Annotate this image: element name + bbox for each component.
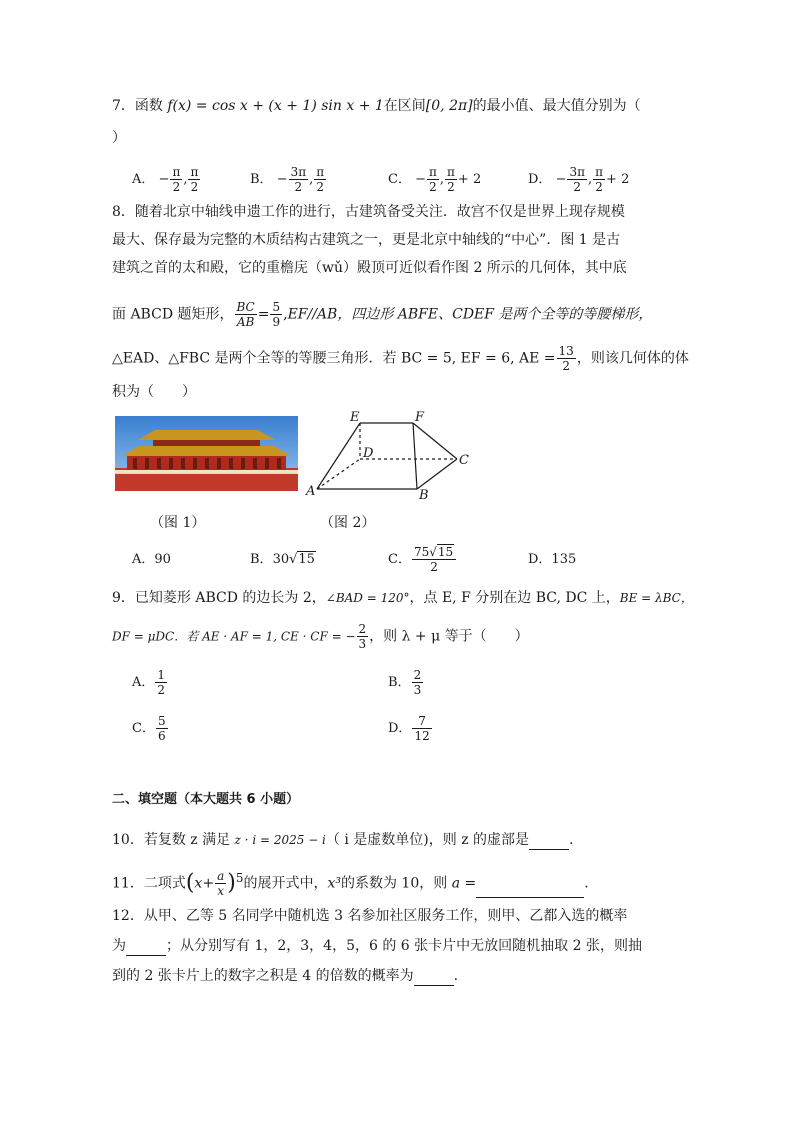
q9-d-den: 12: [414, 729, 430, 743]
q7-c-plus2: + 2: [457, 172, 482, 187]
q7-d-frac1: [567, 165, 587, 194]
q8-2: 2: [562, 359, 570, 373]
q8-eq: =: [257, 306, 270, 323]
q7-b-den1: 2: [294, 180, 303, 194]
q7-d-den2: 2: [595, 180, 603, 194]
q7-stem-a: 7．函数: [112, 98, 168, 114]
q8-line5a: △EAD、△FBC 是两个全等的等腰三角形．若 BC = 5, EF = 6, AE =: [112, 350, 556, 367]
q8-line5: [112, 344, 689, 373]
q9-b-label: B．: [388, 675, 411, 690]
q11-x: x: [194, 875, 203, 892]
q9-c-den: 6: [157, 729, 166, 743]
edge-bc: [417, 459, 457, 489]
q11-rparen: ): [227, 870, 236, 896]
q9-a-frac: [155, 668, 167, 697]
point-f: F: [415, 410, 425, 425]
q9-d-label: D．: [388, 721, 412, 736]
q9-line2: [112, 622, 529, 651]
q7-stem: [112, 96, 641, 116]
q12-line1: 12．从甲、乙等 5 名同学中随机选 3 名参加社区服务工作，则甲、乙都入选的概率: [112, 908, 628, 924]
q10-eq: z · i = 2025 − i: [234, 833, 326, 847]
q9-c-frac: [156, 714, 168, 743]
q9-option-d[interactable]: [388, 714, 433, 743]
q9-b-num: 2: [413, 668, 422, 682]
q9-d-frac: [412, 714, 431, 743]
q9-line2b: ，则 λ + μ 等于（ ）: [369, 628, 529, 645]
q7-option-c[interactable]: [388, 165, 481, 194]
q8-13-2-frac: [557, 344, 576, 373]
q11-frac: [215, 869, 226, 898]
q8-b-15: 15: [298, 552, 315, 567]
point-a: A: [306, 484, 316, 499]
q11-answer-blank[interactable]: [476, 883, 584, 898]
q7-d-num1: 3π: [569, 165, 586, 179]
q11-num: a: [217, 869, 225, 884]
q8-b-30: 30: [272, 552, 290, 567]
q7-function: f(x) = cos x + (x + 1) sin x + 1: [167, 98, 384, 114]
q7-b-frac1: [289, 165, 309, 194]
q7-option-b[interactable]: [250, 165, 327, 194]
q9-line1a: 9．已知菱形 ABCD 的边长为 2，: [112, 590, 326, 606]
q7-a-comma: ,: [183, 172, 188, 187]
q9-option-a[interactable]: [132, 668, 168, 697]
q8-c-frac: [412, 545, 456, 574]
q8-line1: 8．随着北京中轴线申遗工作的进行，古建筑备受关注．故宫不仅是世界上现存规模: [112, 204, 625, 220]
edge-ad: [317, 459, 360, 489]
q11-ae: a =: [451, 875, 477, 892]
q7-stem-close: ）: [112, 130, 126, 146]
q9-option-c[interactable]: [132, 714, 169, 743]
q9-den: 3: [358, 637, 367, 651]
q7-d-minus: −: [555, 172, 567, 187]
q7-b-minus: −: [276, 172, 288, 187]
q8-b-label: B．: [250, 552, 273, 567]
q12-line2: [112, 936, 642, 956]
q9-c-label: C．: [132, 721, 155, 736]
q9-a-den: 2: [157, 683, 166, 697]
q7-a-label: A．: [132, 172, 155, 187]
q9-num: 2: [358, 622, 367, 636]
q9-a-label: A．: [132, 675, 155, 690]
q7-c-num1: π: [429, 165, 437, 179]
q7-interval: [0, 2π]: [425, 98, 473, 114]
q7-a-frac2: [188, 165, 200, 194]
q9-be: BE = λBC，: [619, 591, 693, 605]
q11-c: 的系数为 10，则: [340, 875, 452, 892]
point-e: E: [350, 410, 360, 425]
q7-c-comma: ,: [439, 172, 445, 187]
q9-option-b[interactable]: [388, 668, 424, 697]
edge-fb: [413, 423, 417, 489]
q7-d-label: D．: [528, 172, 552, 187]
q7-a-den1: 2: [172, 180, 181, 194]
section-2-title: 二、填空题（本大题共 6 小题）: [112, 792, 300, 807]
q7-d-comma: ,: [588, 172, 593, 187]
edge-ae: [317, 423, 360, 489]
q11-power: 5: [235, 871, 244, 885]
q8-5: 5: [272, 300, 281, 314]
q10-answer-blank[interactable]: [529, 835, 569, 850]
figure2-caption: （图 2）: [320, 515, 376, 531]
q7-stem-c: 的最小值、最大值分别为（: [472, 98, 641, 114]
q9-c-num: 5: [157, 714, 166, 728]
q8-option-d[interactable]: D．135: [528, 552, 577, 567]
q8-ab: AB: [236, 315, 255, 329]
q11-b: 的展开式中，: [243, 875, 328, 892]
q8-5-9-frac: [270, 300, 282, 329]
q12-line3: [112, 966, 458, 986]
q7-a-minus: −: [158, 172, 170, 187]
q8-option-c[interactable]: [388, 545, 457, 574]
q8-option-b[interactable]: B．30√15: [250, 552, 315, 567]
q12-line3a: 到的 2 张卡片上的数字之积是 4 的倍数的概率为: [112, 968, 414, 984]
point-b: B: [419, 488, 429, 503]
q8-comma: ,: [283, 306, 288, 323]
q8-c-75: 75: [413, 545, 430, 559]
q11-a: 11．二项式: [112, 875, 186, 892]
q11-line: [112, 868, 589, 898]
q7-a-den2: 2: [190, 180, 199, 194]
q9-line1b: ，点 E, F 分别在边 BC, DC 上，: [409, 590, 620, 606]
q8-c-num: 75√15: [412, 545, 456, 560]
solid-figure: [305, 405, 475, 505]
q8-13: 13: [558, 344, 574, 358]
q8-bc: BC: [236, 300, 255, 314]
q7-c-frac2: [445, 165, 457, 194]
edge-fc: [413, 423, 457, 459]
q12-answer-blank-2[interactable]: [414, 971, 454, 986]
q7-b-num2: π: [316, 165, 325, 179]
q8-c-label: C．: [388, 552, 411, 567]
q9-frac: [357, 622, 369, 651]
q7-d-plus2: + 2: [606, 172, 630, 187]
q10-b: （ i 是虚数单位)，则 z 的虚部是: [325, 832, 530, 848]
q12-line2b: ；从分别写有 1，2，3，4，5，6 的 6 张卡片中无放回随机抽取 2 张，则抽: [166, 938, 642, 954]
q8-9: 9: [272, 315, 281, 329]
q9-b-den: 3: [413, 683, 422, 697]
q11-plus: +: [202, 875, 215, 892]
q7-option-a[interactable]: [132, 165, 201, 194]
q9-df: DF = μDC．若: [112, 629, 203, 644]
q7-b-num1: 3π: [290, 165, 307, 179]
q7-a-num2: π: [190, 165, 199, 179]
q7-b-frac2: [314, 165, 326, 194]
q11-lparen: (: [185, 870, 195, 896]
q7-c-num2: π: [447, 165, 455, 179]
figure1-caption: （图 1）: [150, 515, 206, 531]
q8-c-15: 15: [437, 545, 454, 559]
q10-c: .: [569, 832, 574, 848]
q12-line3b: .: [453, 968, 459, 984]
q9-a-num: 1: [157, 668, 166, 682]
q7-d-frac2: [593, 165, 605, 194]
q9-d-num: 7: [412, 714, 431, 729]
q7-a-num1: π: [172, 165, 181, 179]
q7-c-frac1: [427, 165, 439, 194]
q9-cond: AE · AF = 1, CE · CF = −: [202, 629, 356, 644]
q7-c-den2: 2: [447, 180, 455, 194]
q7-d-den1: 2: [573, 180, 582, 194]
q9-b-frac: [412, 668, 424, 697]
q8-line2: 最大、保存最为完整的木质结构古建筑之一，更是北京中轴线的“中心”．图 1 是古: [112, 232, 621, 248]
q7-b-comma: ,: [309, 172, 314, 187]
q8-line4b: EF//AB，四边形 ABFE、CDEF 是两个全等的等腰梯形，: [287, 306, 653, 323]
q12-line2a: 为: [112, 938, 126, 954]
q12-answer-blank-1[interactable]: [126, 941, 166, 956]
q10-a: 10．若复数 z 满足: [112, 832, 235, 848]
q8-line3: 建筑之首的太和殿，它的重檐庑（wǔ）殿顶可近似看作图 2 所示的几何体，其中底: [112, 260, 627, 276]
q7-b-label: B．: [250, 172, 273, 187]
figure2-diagram: [305, 405, 475, 505]
q11-den: x: [217, 884, 225, 899]
q7-c-den1: 2: [429, 180, 437, 194]
q8-line4a: 面 ABCD 题矩形，: [112, 306, 234, 323]
q9-line1: [112, 588, 693, 608]
q7-b-den2: 2: [316, 180, 325, 194]
q7-a-frac1: [170, 165, 182, 194]
q11-x3: x³: [327, 875, 341, 892]
q7-c-minus: −: [415, 172, 426, 187]
figure1-image: [115, 416, 298, 491]
q8-line6: 积为（ ）: [112, 384, 196, 400]
point-c: C: [459, 453, 469, 468]
q8-line4: [112, 300, 652, 329]
q8-c-den: 2: [430, 560, 438, 574]
q9-angle: ∠BAD = 120°: [325, 591, 410, 605]
q7-option-d[interactable]: [528, 165, 629, 194]
q7-stem-b: 在区间: [383, 98, 426, 114]
q8-line5b: ，则该几何体的体: [576, 350, 689, 367]
taihedian-picture: [115, 416, 298, 491]
q11-d: .: [584, 875, 589, 892]
q7-c-label: C．: [388, 172, 411, 187]
q7-d-num2: π: [595, 165, 604, 179]
q8-option-a[interactable]: A．90: [132, 552, 171, 567]
q8-bc-ab-frac: [235, 300, 257, 329]
q10-line: [112, 830, 573, 850]
point-d: D: [363, 446, 374, 461]
